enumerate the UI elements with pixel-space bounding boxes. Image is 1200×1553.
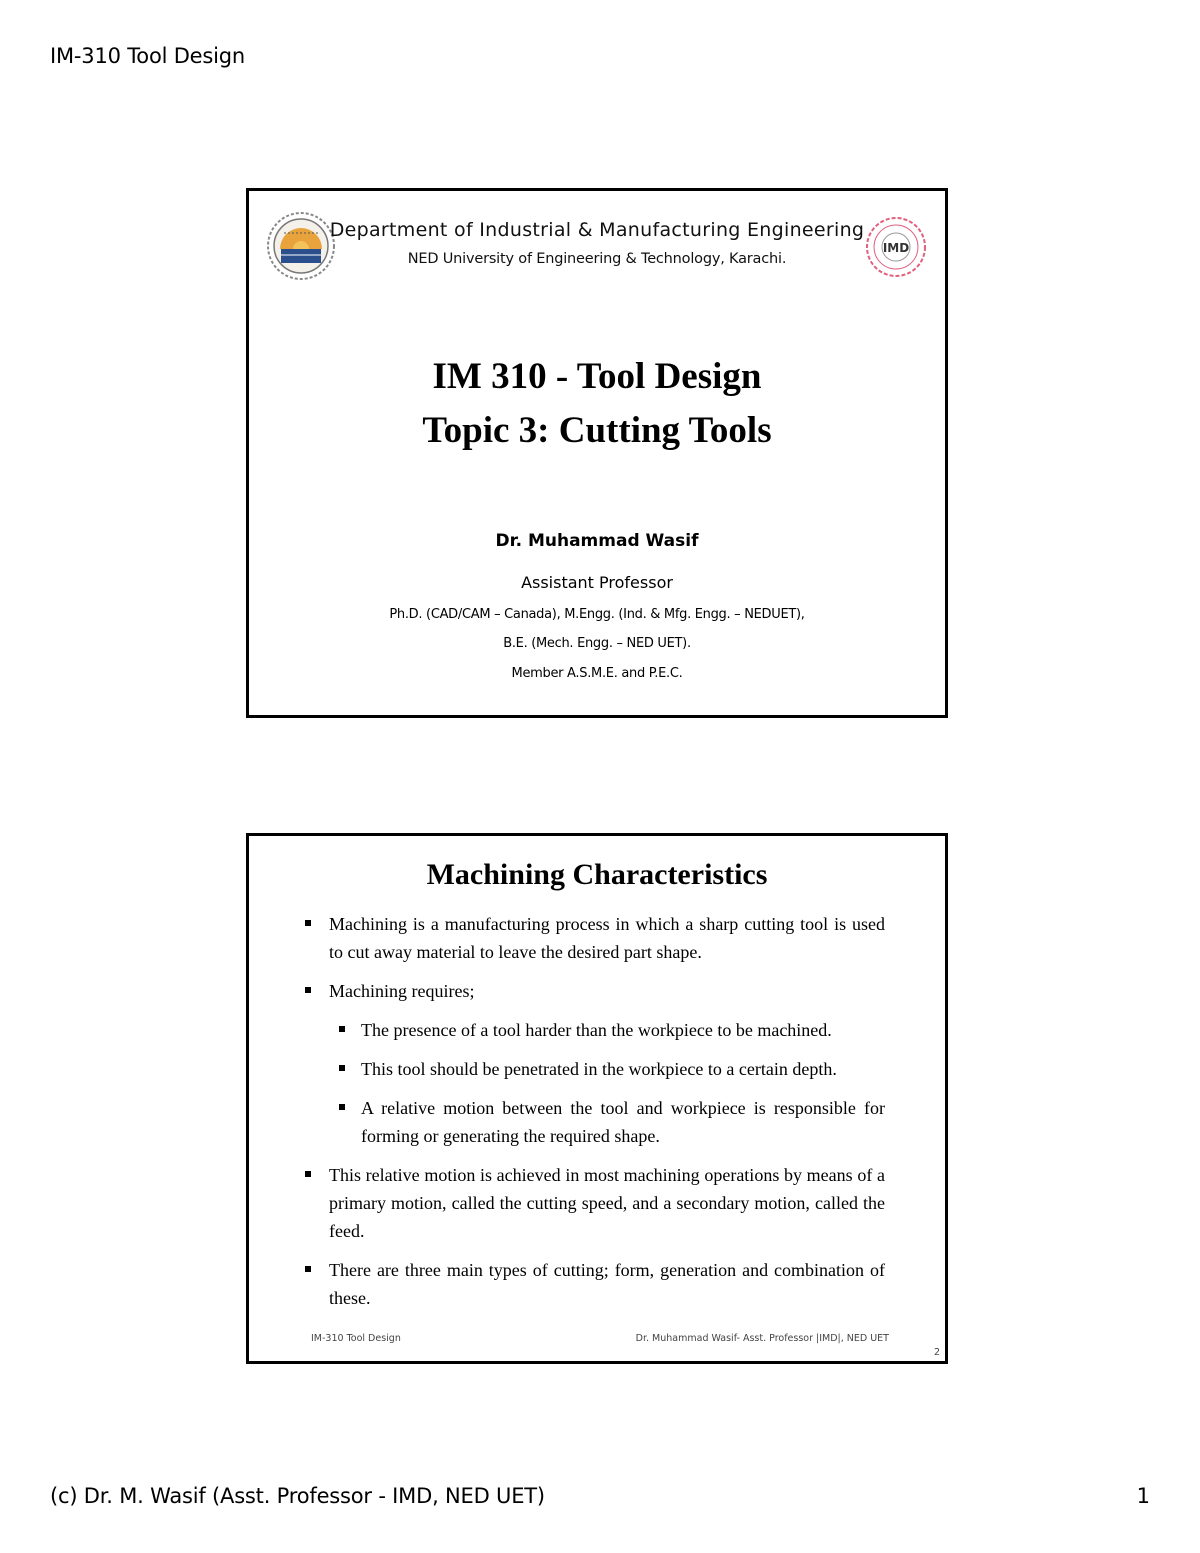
- page-header: IM-310 Tool Design: [50, 44, 246, 68]
- qualification-line: Ph.D. (CAD/CAM – Canada), M.Engg. (Ind. & Mfg. Engg. – NEDUET),: [389, 607, 805, 622]
- page-footer-copyright: (c) Dr. M. Wasif (Asst. Professor - IMD, NED UET): [50, 1484, 545, 1508]
- sub-bullet-item: A relative motion between the tool and workpiece is responsible for forming or generating the required shape.: [299, 1094, 885, 1150]
- bullet-item: This relative motion is achieved in most machining operations by means of a primary motion, called the cutting speed, and a secondary motion, called the feed.: [299, 1161, 885, 1245]
- content-slide: [246, 833, 948, 1364]
- course-title: IM 310 - Tool Design: [432, 356, 762, 397]
- sub-bullet-item: This tool should be penetrated in the workpiece to a certain depth.: [299, 1055, 885, 1083]
- bullet-list: [299, 910, 885, 1312]
- slide-footer-course: IM-310 Tool Design: [311, 1333, 401, 1344]
- title-slide: [246, 188, 948, 718]
- imd-logo-icon: [865, 216, 927, 278]
- bullet-item: There are three main types of cutting; form, generation and combination of these.: [299, 1256, 885, 1312]
- imd-logo-text: IMD: [882, 241, 910, 255]
- department-name: Department of Industrial & Manufacturing Engineering: [329, 219, 865, 241]
- membership-line: Member A.S.M.E. and P.E.C.: [511, 666, 683, 681]
- slide-title: Machining Characteristics: [426, 858, 768, 891]
- author-name: Dr. Muhammad Wasif: [495, 531, 699, 551]
- bullet-item: Machining requires;: [299, 977, 885, 1005]
- bullet-item: Machining is a manufacturing process in which a sharp cutting tool is used to cut away material to leave the desired part shape.: [299, 910, 885, 966]
- slide-footer-author: Dr. Muhammad Wasif- Asst. Professor |IMD|, NED UET: [635, 1333, 889, 1344]
- qualification-line: B.E. (Mech. Engg. – NED UET).: [503, 636, 691, 651]
- page-number: 1: [1136, 1484, 1150, 1508]
- topic-title: Topic 3: Cutting Tools: [422, 410, 772, 451]
- slide-number: 2: [933, 1347, 940, 1358]
- author-position: Assistant Professor: [521, 573, 673, 592]
- sub-bullet-item: The presence of a tool harder than the workpiece to be machined.: [299, 1016, 885, 1044]
- university-name: NED University of Engineering & Technology, Karachi.: [407, 251, 787, 267]
